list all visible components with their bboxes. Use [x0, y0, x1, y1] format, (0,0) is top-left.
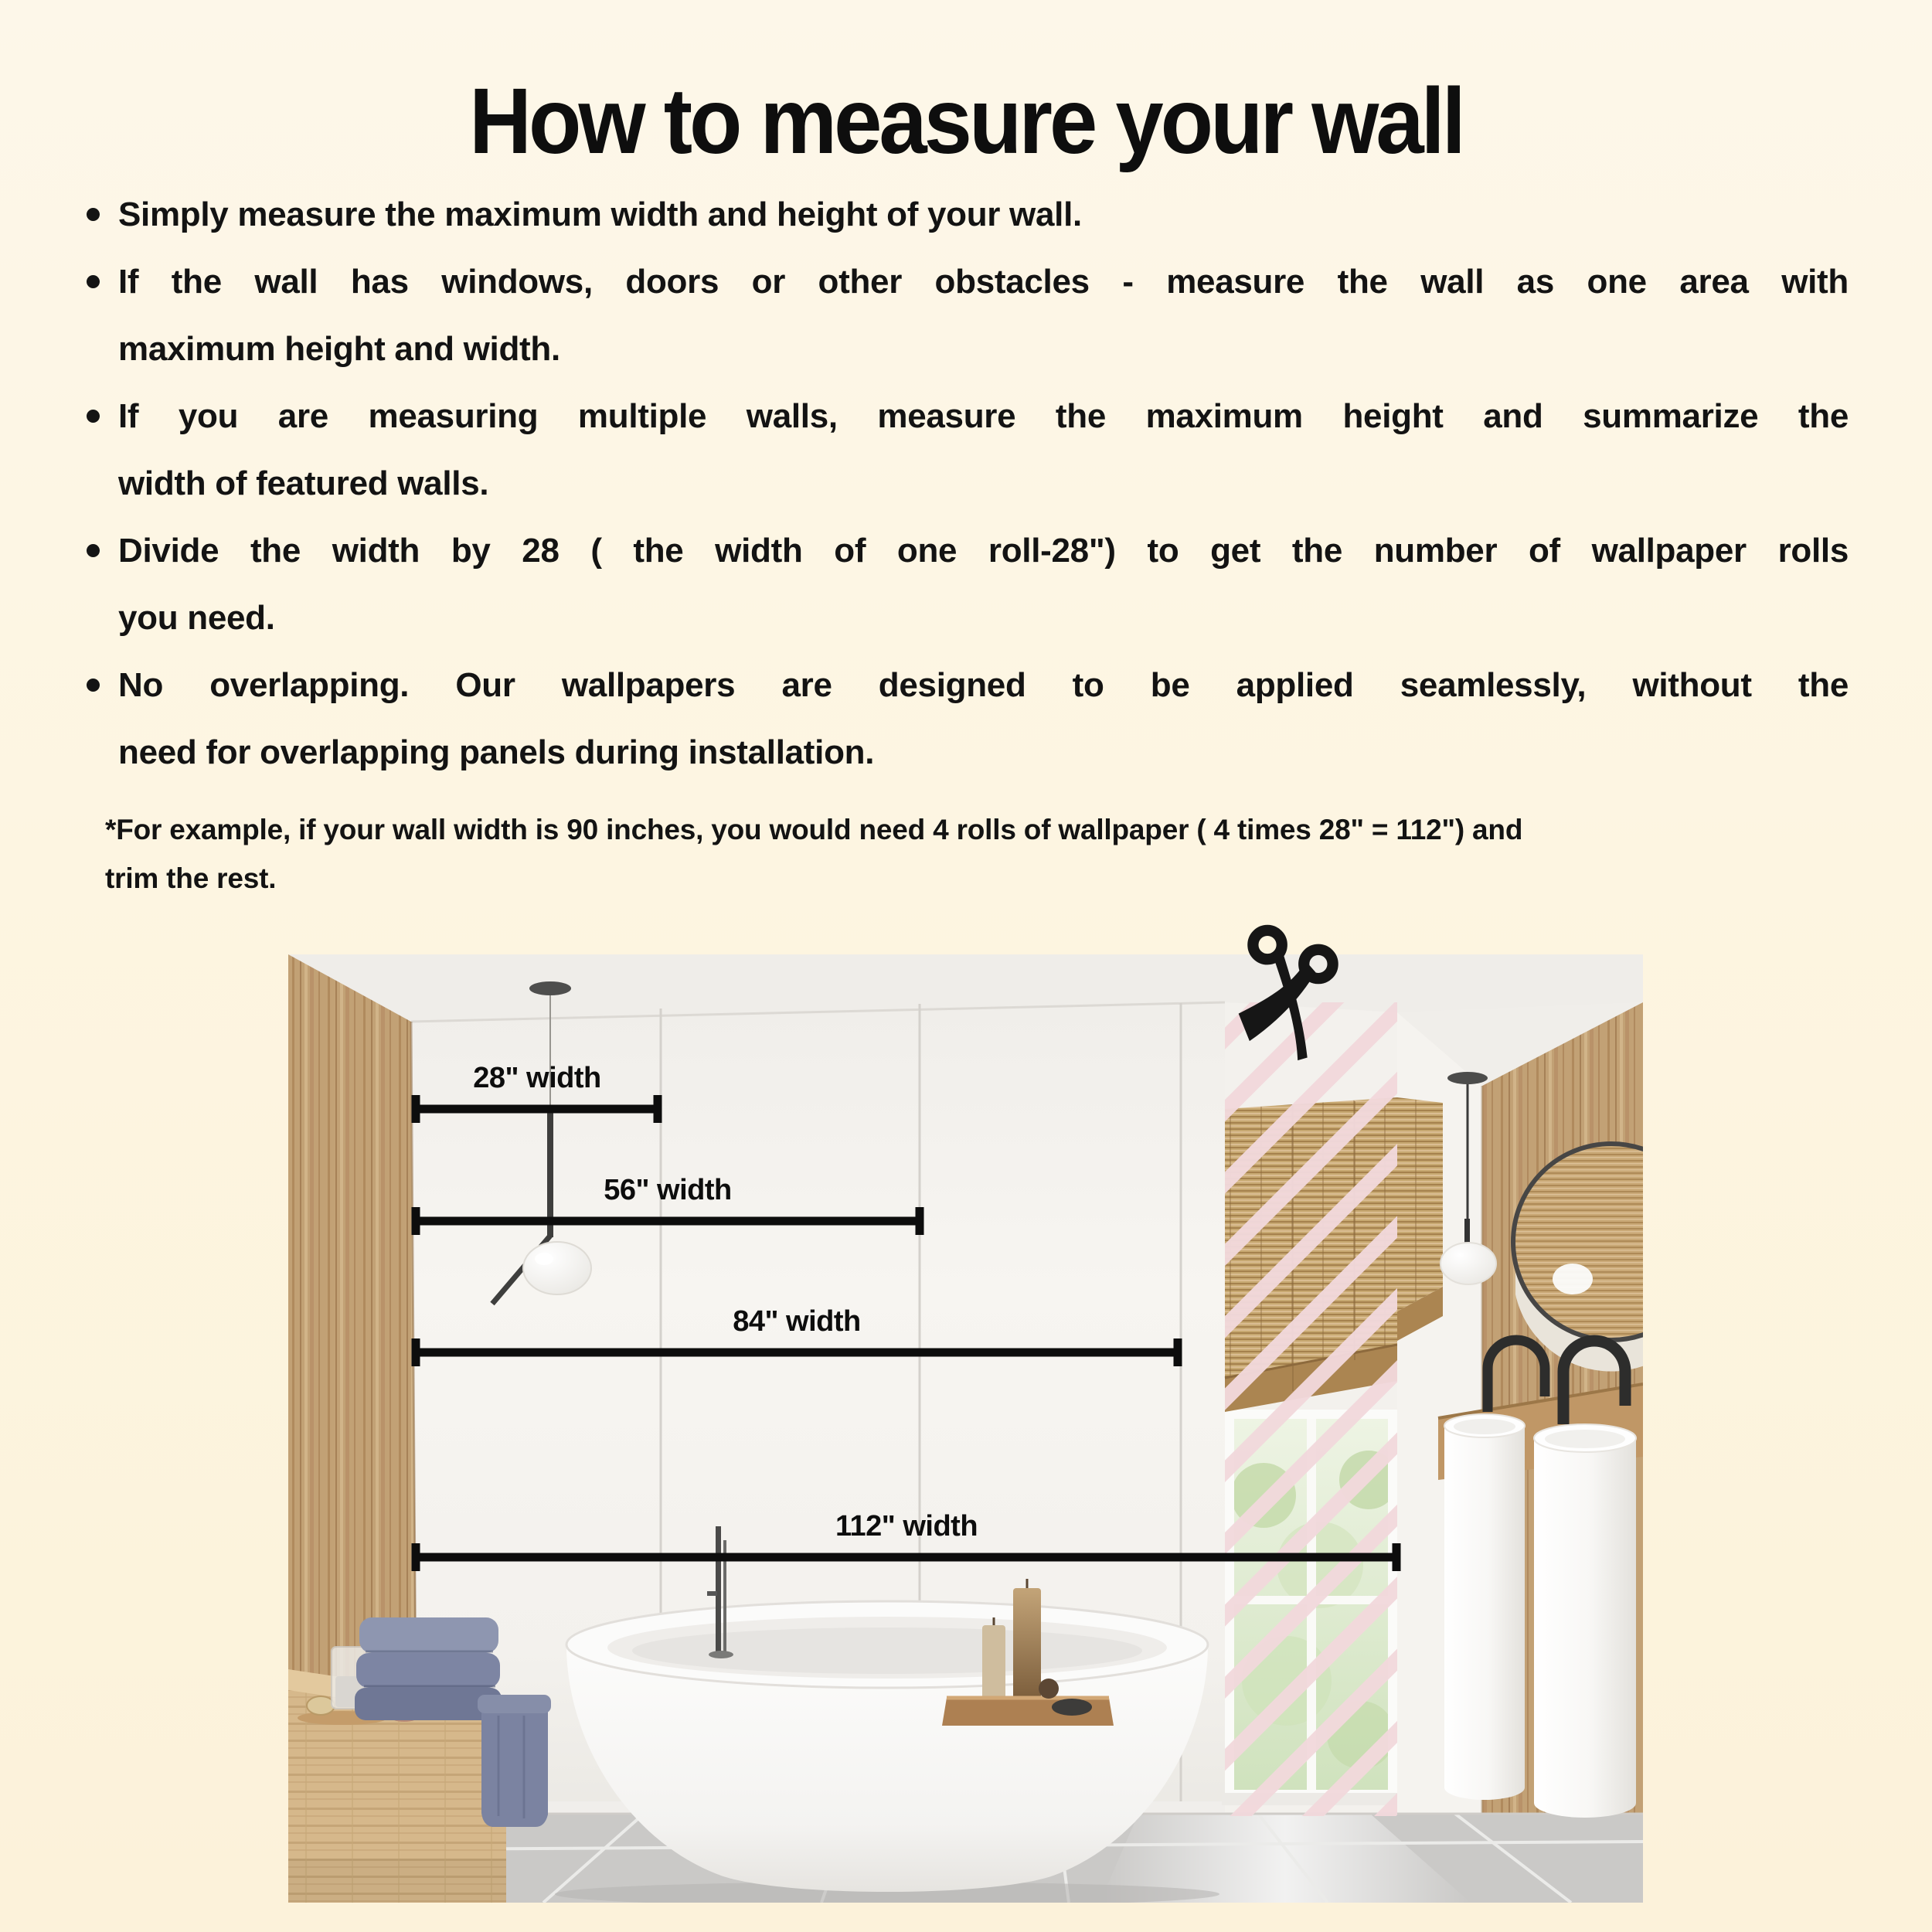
bathroom-measurement-photo [288, 954, 1643, 1903]
bamboo-blind-right [1397, 1097, 1443, 1341]
list-item [77, 248, 1849, 383]
text-line: trim the rest. [105, 862, 277, 894]
measurement-label-112: 112" width [835, 1510, 978, 1543]
text-line: Divide the width by 28 ( the width of one roll-28") to get the number of wallpaper rolls [118, 532, 1849, 570]
text-line: need for overlapping panels during installation. [118, 733, 875, 771]
list-item [77, 181, 1849, 248]
list-item [77, 517, 1849, 651]
page-title: How to measure your wall [469, 69, 1463, 174]
text-line: *For example, if your wall width is 90 inches, you would need 4 rolls of wallpaper ( 4 times 28" = 112") and [105, 814, 1523, 845]
instruction-list [77, 181, 1849, 786]
list-item [77, 651, 1849, 786]
list-item-text [118, 248, 1849, 383]
list-item-text [118, 181, 1849, 248]
bullet-marker [87, 679, 100, 692]
measurement-label-28: 28" width [473, 1062, 601, 1094]
text-line: maximum height and width. [118, 330, 560, 368]
text-line: Simply measure the maximum width and height of your wall. [118, 196, 1082, 233]
bullet-marker [87, 275, 100, 288]
bullet-marker [87, 208, 100, 221]
cutoff-hatch-overlay [1225, 1002, 1397, 1816]
example-note [105, 805, 1852, 903]
bathroom-scene [288, 954, 1643, 1903]
bullet-marker [87, 410, 100, 423]
hanging-towel [478, 1695, 551, 1827]
measurement-label-84: 84" width [733, 1305, 861, 1338]
list-item-text [118, 383, 1849, 517]
text-line: If the wall has windows, doors or other obstacles - measure the wall as one area with [118, 263, 1849, 301]
text-line: width of featured walls. [118, 464, 489, 502]
list-item [77, 383, 1849, 517]
text-line: No overlapping. Our wallpapers are designed to be applied seamlessly, without the [118, 666, 1849, 704]
bullet-marker [87, 544, 100, 557]
text-line: you need. [118, 599, 275, 637]
text-line: If you are measuring multiple walls, measure the maximum height and summarize the [118, 397, 1849, 435]
measurement-label-56: 56" width [604, 1174, 732, 1206]
list-item-text [118, 517, 1849, 651]
pedestal-sinks [1444, 1414, 1636, 1818]
scissors-icon [1230, 924, 1368, 1085]
list-item-text [118, 651, 1849, 786]
